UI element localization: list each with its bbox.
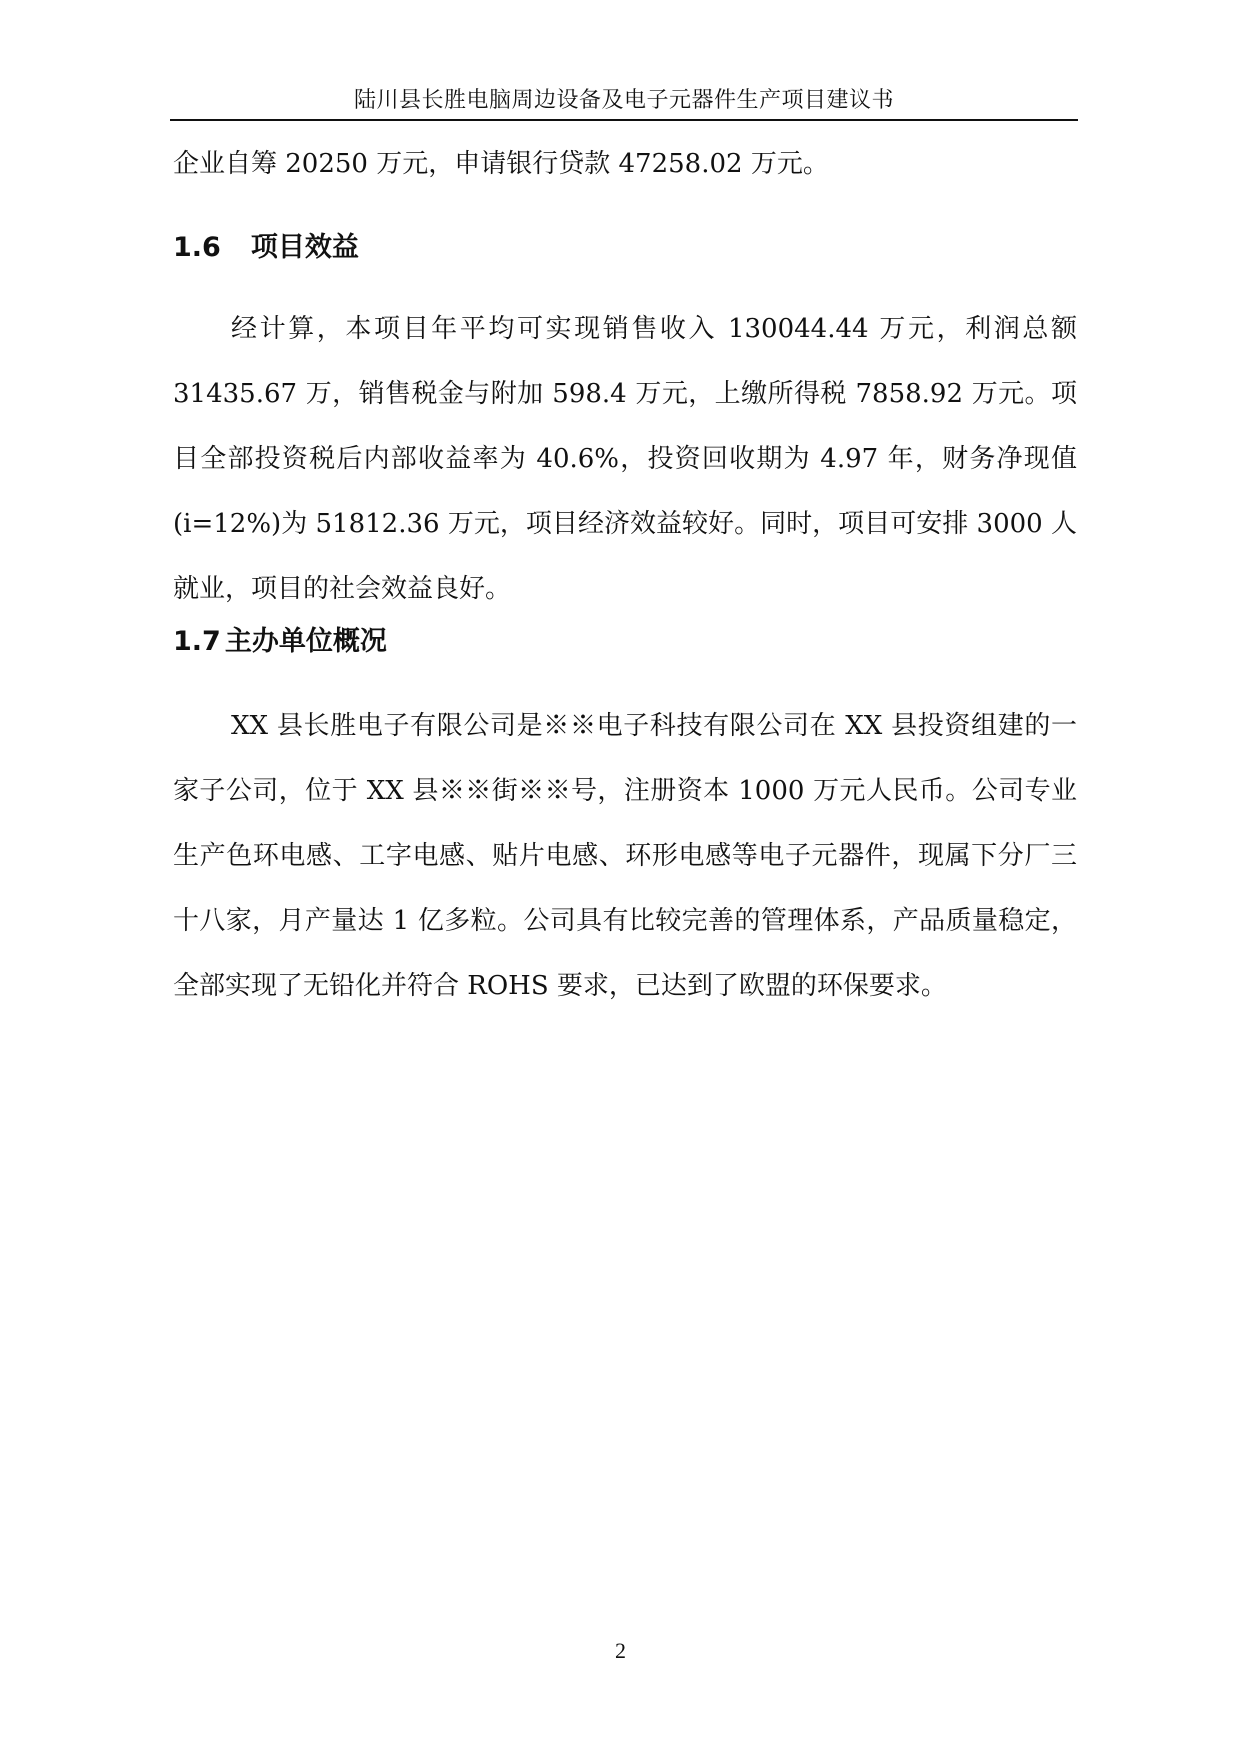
header-divider [170, 119, 1078, 121]
running-header-title: 陆川县长胜电脑周边设备及电子元器件生产项目建议书 [353, 88, 894, 113]
funding-paragraph: 企业自筹 20250 万元，申请银行贷款 47258.02 万元。 [173, 149, 829, 179]
section-number: 1.7 [173, 626, 221, 657]
sponsor-overview-paragraph: XX 县长胜电子有限公司是※※电子科技有限公司在 XX 县投资组建的一家子公司，位于 XX 县※※街※※号，注册资本 1000 万元人民币。公司专业生产色环电感、工字电感、贴片电感、环形电感等电子元器件，现属下分厂三十八家，月产量达 1 亿多粒。公司具有比较完善的管理体系，产品质量稳定，全部实现了无铅化并符合 ROHS 要求，已达到了欧盟的环保要求。 [173, 711, 1077, 1001]
section-title: 项目效益 [250, 232, 359, 263]
page-number: 2 [615, 1638, 626, 1663]
project-benefits-paragraph: 经计算，本项目年平均可实现销售收入 130044.44 万元，利润总额 31435.67 万，销售税金与附加 598.4 万元，上缴所得税 7858.92 万元。项目全部投资税后内部收益率为 40.6%，投资回收期为 4.97 年，财务净现值(i=12%)为 51812.36 万元，项目经济效益较好。同时，项目可安排 3000 人就业，项目的社会效益良好。 [173, 314, 1077, 604]
section-number: 1.6 [173, 232, 221, 263]
section-heading-1-7 [173, 622, 387, 662]
section-title: 主办单位概况 [224, 626, 387, 657]
section-heading-1-6 [173, 228, 359, 268]
